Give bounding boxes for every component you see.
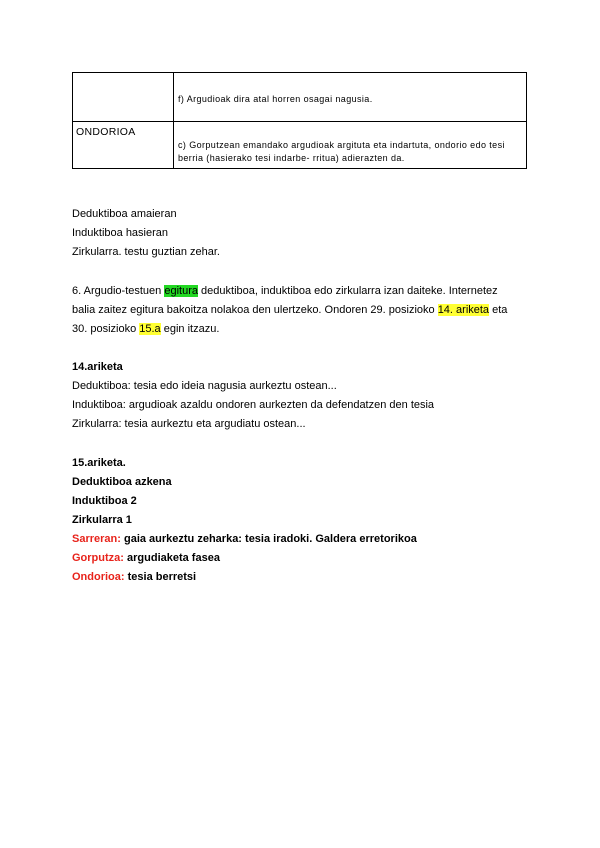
exercise-14-title: 14.ariketa — [72, 361, 123, 373]
part-label: Ondorioa: — [72, 571, 125, 583]
paragraph-line: 6. Argudio-testuen egitura deduktiboa, induktiboa edo zirkularra izan daiteke. Internetez — [72, 285, 498, 297]
part-line: Sarreran: gaia aurkeztu zeharka: tesia iradoki. Galdera erretorikoa — [72, 533, 417, 545]
list-item: Zirkularra 1 — [72, 514, 132, 526]
position-list — [72, 205, 532, 262]
table-row — [73, 73, 527, 122]
list-item: Induktiboa 2 — [72, 495, 137, 507]
list-item: Zirkularra. testu guztian zehar. — [72, 246, 220, 258]
list-item: Zirkularra: tesia aurkeztu eta argudiatu ostean... — [72, 418, 306, 430]
exercise-6-paragraph — [72, 282, 532, 339]
list-item: Deduktiboa amaieran — [72, 208, 177, 220]
table-text-cell: f) Argudioak dira atal horren osagai nagusia. — [174, 73, 527, 122]
highlight-yellow: 14. ariketa — [437, 304, 490, 316]
table-label-cell: ONDORIOA — [73, 122, 174, 169]
exercise-15 — [72, 454, 532, 587]
content-table — [72, 72, 527, 169]
list-item: Deduktiboa azkena — [72, 476, 172, 488]
list-item: Deduktiboa: tesia edo ideia nagusia aurkeztu ostean... — [72, 380, 337, 392]
exercise-15-title: 15.ariketa. — [72, 457, 126, 469]
part-line: Gorputza: argudiaketa fasea — [72, 552, 220, 564]
part-label: Gorputza: — [72, 552, 124, 564]
exercise-14 — [72, 358, 532, 434]
highlight-yellow: 15.a — [139, 323, 161, 335]
table-label-cell — [73, 73, 174, 122]
highlight-green: egitura — [164, 285, 198, 297]
list-item: Induktiboa: argudioak azaldu ondoren aurkezten da defendatzen den tesia — [72, 399, 435, 411]
part-line: Ondorioa: tesia berretsi — [72, 571, 197, 583]
table-row — [73, 122, 527, 169]
table-text-cell: c) Gorputzean emandako argudioak argituta eta indartuta, ondorio edo tesi berria (hasierako tesi indarbe- rritua) adierazten da. — [174, 122, 527, 169]
list-item: Induktiboa hasieran — [72, 227, 169, 239]
paragraph-line: 30. posizioko 15.a egin itzazu. — [72, 323, 220, 335]
paragraph-line: balia zaitez egitura bakoitza nolakoa den ulertzeko. Ondoren 29. posizioko 14. ariketa eta — [72, 304, 508, 316]
part-label: Sarreran: — [72, 533, 121, 545]
